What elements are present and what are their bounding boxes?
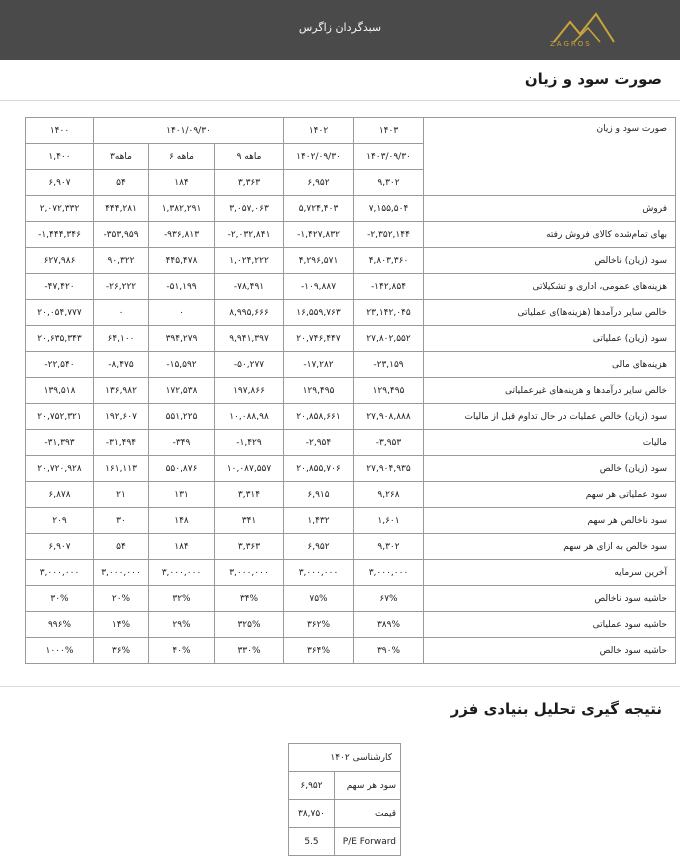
period-header: ۱۴۰۳/۰۹/۳۰ — [354, 144, 424, 170]
table-cell: ۱,۴۳۲ — [284, 508, 354, 534]
table-cell: ۲۰,۷۵۲,۳۲۱ — [26, 404, 94, 430]
table-cell: ۱۰۰۰% — [26, 638, 94, 664]
table-cell: ۲۰,۷۲۰,۹۲۸ — [26, 456, 94, 482]
conclusion-header: کارشناسی ۱۴۰۲ — [289, 744, 401, 772]
table-row — [26, 508, 676, 534]
table-cell: ۲۷,۸۰۲,۵۵۲ — [354, 326, 424, 352]
table-cell: ۰ — [149, 300, 215, 326]
table-cell: ۱۹۷,۸۶۶ — [215, 378, 284, 404]
table-cell: ۲۷,۹۰۸,۸۸۸ — [354, 404, 424, 430]
row-label: هزینه‌های عمومی، اداری و تشکیلاتی — [424, 274, 676, 300]
conclusion-value: 5.5 — [289, 828, 335, 856]
eps-header-value: ۶,۹۰۷ — [26, 170, 94, 196]
row-label: سود (زیان) ناخالص — [424, 248, 676, 274]
table-cell: ۵۴ — [94, 534, 149, 560]
table-cell: ۶۲۷,۹۸۶ — [26, 248, 94, 274]
table-cell: ۹۹۶% — [26, 612, 94, 638]
table-row — [26, 534, 676, 560]
table-cell: -۲,۳۵۲,۱۴۴ — [354, 222, 424, 248]
table-cell: ۳,۳۶۳ — [215, 534, 284, 560]
table-cell: ۶۷% — [354, 586, 424, 612]
row-label: مالیات — [424, 430, 676, 456]
table-cell: ۴۰% — [149, 638, 215, 664]
table-cell: -۳۵۳,۹۵۹ — [94, 222, 149, 248]
row-label: سود (زیان) خالص — [424, 456, 676, 482]
eps-header-value: ۱۸۴ — [149, 170, 215, 196]
period-header: ۶ ماهه — [149, 144, 215, 170]
table-cell: ۳۶۴% — [284, 638, 354, 664]
conclusion-row — [289, 828, 401, 856]
header-row-years — [26, 118, 676, 144]
table-cell: ۱۳۱ — [149, 482, 215, 508]
table-row — [26, 482, 676, 508]
table-cell: -۹۳۶,۸۱۳ — [149, 222, 215, 248]
conclusion-table — [288, 743, 401, 856]
row-label: بهای تمام‌شده کالای فروش رفته — [424, 222, 676, 248]
table-row — [26, 638, 676, 664]
table-cell: ۸,۹۹۵,۶۶۶ — [215, 300, 284, 326]
table-row — [26, 560, 676, 586]
table-cell: ۲۰۹ — [26, 508, 94, 534]
logo-text: ZAGROS — [550, 40, 592, 48]
table-cell: ۴۴۵,۴۷۸ — [149, 248, 215, 274]
period-header: ۹ ماهه — [215, 144, 284, 170]
table-cell: -۲۲,۵۴۰ — [26, 352, 94, 378]
row-label: حاشیه سود عملیاتی — [424, 612, 676, 638]
divider — [0, 100, 680, 101]
table-row — [26, 248, 676, 274]
table-row — [26, 456, 676, 482]
table-cell: ۱۴% — [94, 612, 149, 638]
year-header: ۱۴۰۰ — [26, 118, 94, 144]
table-cell: -۵۰,۲۷۷ — [215, 352, 284, 378]
table-cell: ۱۹۲,۶۰۷ — [94, 404, 149, 430]
table-row — [26, 430, 676, 456]
conclusion-title: نتیجه گیری تحلیل بنیادی فزر — [450, 700, 662, 718]
table-row — [26, 222, 676, 248]
site-header — [0, 0, 680, 60]
table-cell: ۲۱ — [94, 482, 149, 508]
eps-header-value: ۵۴ — [94, 170, 149, 196]
row-label: هزینه‌های مالی — [424, 352, 676, 378]
row-label: سود (زیان) عملیاتی — [424, 326, 676, 352]
table-cell: -۸,۴۷۵ — [94, 352, 149, 378]
row-label: حاشیه سود خالص — [424, 638, 676, 664]
table-cell: ۳,۰۰۰,۰۰۰ — [215, 560, 284, 586]
table-cell: ۰ — [94, 300, 149, 326]
table-cell: ۳۲% — [149, 586, 215, 612]
table-cell: ۳۰ — [94, 508, 149, 534]
table-cell: ۳۲۵% — [215, 612, 284, 638]
table-cell: ۳,۳۱۴ — [215, 482, 284, 508]
row-label: سود خالص به ازای هر سهم — [424, 534, 676, 560]
table-cell: ۱۲۹,۴۹۵ — [354, 378, 424, 404]
table-cell: -۱,۴۴۴,۳۴۶ — [26, 222, 94, 248]
table-cell: ۳۹۰% — [354, 638, 424, 664]
conclusion-label: P/E Forward — [335, 828, 401, 856]
table-cell: ۲۰,۸۵۸,۶۶۱ — [284, 404, 354, 430]
table-cell: ۹,۳۰۲ — [354, 534, 424, 560]
income-statement-table — [25, 117, 676, 664]
conclusion-row — [289, 800, 401, 828]
table-cell: ۱۳۹,۵۱۸ — [26, 378, 94, 404]
table-row — [26, 586, 676, 612]
table-cell: ۲۰,۷۴۶,۴۴۷ — [284, 326, 354, 352]
table-cell: ۳۴۱ — [215, 508, 284, 534]
table-cell: ۲۰,۸۵۵,۷۰۶ — [284, 456, 354, 482]
conclusion-header-row — [289, 744, 401, 772]
conclusion-value: ۳۸,۷۵۰ — [289, 800, 335, 828]
table-cell: -۲۳,۱۵۹ — [354, 352, 424, 378]
table-cell: ۷,۱۵۵,۵۰۴ — [354, 196, 424, 222]
zagros-logo-icon[interactable] — [548, 12, 648, 48]
table-cell: -۴۷,۴۲۰ — [26, 274, 94, 300]
table-cell: ۳۴% — [215, 586, 284, 612]
table-cell: ۱,۳۸۲,۲۹۱ — [149, 196, 215, 222]
table-cell: ۲۰,۶۳۵,۳۴۳ — [26, 326, 94, 352]
table-cell: -۵۱,۱۹۹ — [149, 274, 215, 300]
table-cell: -۱,۴۲۷,۸۳۲ — [284, 222, 354, 248]
table-cell: ۳۶% — [94, 638, 149, 664]
table-cell: ۱۰,۰۸۸,۹۸ — [215, 404, 284, 430]
table-cell: ۶۴,۱۰۰ — [94, 326, 149, 352]
table-cell: -۳۴۹ — [149, 430, 215, 456]
conclusion-label: قیمت — [335, 800, 401, 828]
table-cell: -۱۵,۵۹۲ — [149, 352, 215, 378]
row-label: سود (زیان) خالص عملیات در حال تداوم قبل از مالیات — [424, 404, 676, 430]
table-cell: ۱۷۲,۵۳۸ — [149, 378, 215, 404]
table-cell: -۱۴۲,۸۵۴ — [354, 274, 424, 300]
table-cell: ۲۹% — [149, 612, 215, 638]
table-cell: ۷۵% — [284, 586, 354, 612]
table-row — [26, 352, 676, 378]
table-cell: ۶,۹۵۲ — [284, 534, 354, 560]
table-cell: -۱۰۹,۸۸۷ — [284, 274, 354, 300]
table-cell: ۱۳۶,۹۸۲ — [94, 378, 149, 404]
table-cell: ۳,۰۵۷,۰۶۳ — [215, 196, 284, 222]
table-cell: ۳۶۲% — [284, 612, 354, 638]
table-cell: ۱۸۴ — [149, 534, 215, 560]
table-cell: ۳,۰۰۰,۰۰۰ — [94, 560, 149, 586]
divider — [0, 686, 680, 687]
table-cell: ۳۰% — [26, 586, 94, 612]
table-cell: ۹۰,۳۲۲ — [94, 248, 149, 274]
year-header: ۱۴۰۳ — [354, 118, 424, 144]
table-cell: -۱,۴۲۹ — [215, 430, 284, 456]
table-cell: ۱۶۱,۱۱۳ — [94, 456, 149, 482]
table-cell: ۱۲۹,۴۹۵ — [284, 378, 354, 404]
table-cell: -۲۶,۲۲۲ — [94, 274, 149, 300]
table-row — [26, 378, 676, 404]
table-cell: ۱,۰۲۴,۲۲۲ — [215, 248, 284, 274]
table-cell: ۴۴۴,۲۸۱ — [94, 196, 149, 222]
table-cell: ۶,۸۷۸ — [26, 482, 94, 508]
table-cell: ۳,۰۰۰,۰۰۰ — [284, 560, 354, 586]
row-label: خالص سایر درآمدها و هزینه‌های غیرعملیاتی — [424, 378, 676, 404]
table-cell: -۲,۰۳۲,۸۴۱ — [215, 222, 284, 248]
table-cell: ۱۰,۰۸۷,۵۵۷ — [215, 456, 284, 482]
table-cell: ۲۰% — [94, 586, 149, 612]
table-cell: ۲۷,۹۰۴,۹۳۵ — [354, 456, 424, 482]
eps-header-value: ۶,۹۵۲ — [284, 170, 354, 196]
row-label: آخرین سرمایه — [424, 560, 676, 586]
table-cell: ۳۸۹% — [354, 612, 424, 638]
table-cell: ۳۹۴,۲۷۹ — [149, 326, 215, 352]
table-cell: ۲,۰۷۲,۳۳۲ — [26, 196, 94, 222]
table-cell: -۷۸,۴۹۱ — [215, 274, 284, 300]
row-label: خالص سایر درآمدها (هزینه‌ها)ی عملیاتی — [424, 300, 676, 326]
table-cell: ۵۵۱,۲۲۵ — [149, 404, 215, 430]
period-header: ۳ماهه — [94, 144, 149, 170]
row-label: سود ناخالص هر سهم — [424, 508, 676, 534]
table-row — [26, 274, 676, 300]
table-cell: -۳۱,۴۹۴ — [94, 430, 149, 456]
table-row — [26, 404, 676, 430]
eps-header-value: ۳,۳۶۳ — [215, 170, 284, 196]
table-cell: -۳,۹۵۳ — [354, 430, 424, 456]
year-header: ۱۴۰۲ — [284, 118, 354, 144]
conclusion-row — [289, 772, 401, 800]
year-header: ۱۴۰۱/۰۹/۳۰ — [94, 118, 284, 144]
table-row — [26, 196, 676, 222]
eps-header-value: ۹,۳۰۲ — [354, 170, 424, 196]
table-cell: -۲,۹۵۴ — [284, 430, 354, 456]
table-row — [26, 326, 676, 352]
table-cell: -۳۱,۳۹۳ — [26, 430, 94, 456]
table-cell: ۱۴۸ — [149, 508, 215, 534]
table-cell: ۴,۸۰۳,۳۶۰ — [354, 248, 424, 274]
conclusion-value: ۶,۹۵۲ — [289, 772, 335, 800]
table-cell: ۲۳,۱۴۲,۰۴۵ — [354, 300, 424, 326]
table-row — [26, 612, 676, 638]
table-cell: ۱۶,۵۵۹,۷۶۳ — [284, 300, 354, 326]
page-title: صورت سود و زیان — [524, 70, 662, 88]
period-header: ۱۴۰۲/۰۹/۳۰ — [284, 144, 354, 170]
table-cell: ۶,۹۰۷ — [26, 534, 94, 560]
table-cell: ۴,۲۹۶,۵۷۱ — [284, 248, 354, 274]
table-cell: ۵,۷۲۴,۴۰۳ — [284, 196, 354, 222]
table-cell: ۱,۶۰۱ — [354, 508, 424, 534]
conclusion-label: سود هر سهم — [335, 772, 401, 800]
table-cell: ۲۰,۰۵۴,۷۷۷ — [26, 300, 94, 326]
table-cell: ۹,۹۴۱,۳۹۷ — [215, 326, 284, 352]
table-cell: ۳,۰۰۰,۰۰۰ — [149, 560, 215, 586]
table-cell: ۶,۹۱۵ — [284, 482, 354, 508]
table-cell: ۹,۲۶۸ — [354, 482, 424, 508]
corner-label: صورت سود و زیان — [424, 118, 676, 196]
site-title: سبدگردان زاگرس — [298, 21, 382, 34]
row-label: حاشیه سود ناخالص — [424, 586, 676, 612]
table-row — [26, 300, 676, 326]
table-cell: ۳,۰۰۰,۰۰۰ — [26, 560, 94, 586]
table-cell: ۵۵۰,۸۷۶ — [149, 456, 215, 482]
period-header: ۱,۴۰۰ — [26, 144, 94, 170]
row-label: سود عملیاتی هر سهم — [424, 482, 676, 508]
table-cell: ۳,۰۰۰,۰۰۰ — [354, 560, 424, 586]
row-label: فروش — [424, 196, 676, 222]
table-cell: -۱۷,۲۸۲ — [284, 352, 354, 378]
table-cell: ۳۳۰% — [215, 638, 284, 664]
